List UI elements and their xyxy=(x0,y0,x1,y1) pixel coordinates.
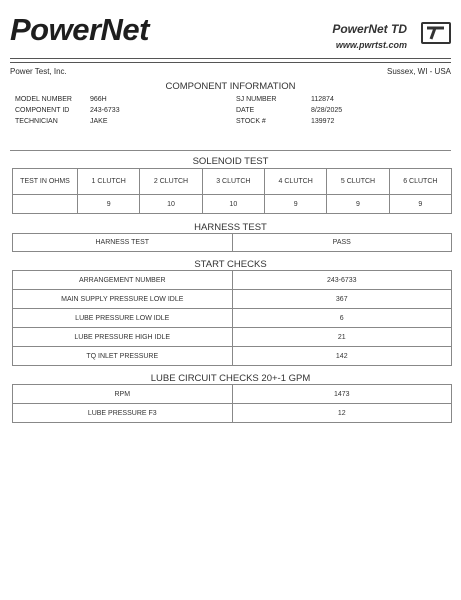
start-checks-title: START CHECKS xyxy=(194,259,267,270)
main-supply-pressure-label: MAIN SUPPLY PRESSURE LOW IDLE xyxy=(13,290,233,309)
harness-test-value: PASS xyxy=(232,234,452,252)
td-logo-icon xyxy=(421,22,451,44)
brand-name: PowerNet TD xyxy=(332,22,407,36)
start-checks-table xyxy=(12,270,452,366)
technician-value: JAKE xyxy=(90,118,108,125)
harness-test-title: HARNESS TEST xyxy=(194,222,267,233)
clutch-4-value: 9 xyxy=(264,195,326,214)
clutch-3-value: 10 xyxy=(202,195,264,214)
section-divider xyxy=(10,150,451,151)
harness-test-table xyxy=(12,233,452,252)
header-rule-top xyxy=(10,58,451,59)
website: www.pwrtst.com xyxy=(335,40,407,50)
stock-value: 139972 xyxy=(311,118,335,125)
technician-label: TECHNICIAN xyxy=(15,118,58,125)
brand-block xyxy=(332,22,407,50)
lube-pressure-f3-label: LUBE PRESSURE F3 xyxy=(13,404,233,423)
sj-number-value: 112874 xyxy=(311,96,334,103)
clutch-3-header: 3 CLUTCH xyxy=(202,169,264,195)
clutch-5-value: 9 xyxy=(327,195,389,214)
date-value: 8/28/2025 xyxy=(311,107,343,114)
test-in-ohms-empty-cell xyxy=(13,195,78,214)
rpm-value: 1473 xyxy=(232,385,452,404)
clutch-1-header: 1 CLUTCH xyxy=(78,169,140,195)
arrangement-number-value: 243-6733 xyxy=(232,271,452,290)
clutch-6-header: 6 CLUTCH xyxy=(389,169,451,195)
model-number-label: MODEL NUMBER xyxy=(15,96,72,103)
date-label: DATE xyxy=(236,107,255,114)
component-info-title: COMPONENT INFORMATION xyxy=(165,81,296,92)
lube-circuit-title: LUBE CIRCUIT CHECKS 20+-1 GPM xyxy=(150,373,311,384)
lube-pressure-low-idle-value: 6 xyxy=(232,309,452,328)
sj-number-label: SJ NUMBER xyxy=(236,96,277,103)
td-logo-glyph-icon xyxy=(423,24,449,42)
model-number-value: 966H xyxy=(90,96,107,103)
harness-test-label: HARNESS TEST xyxy=(13,234,233,252)
solenoid-header-row xyxy=(13,169,452,195)
start-check-row xyxy=(13,290,452,309)
test-in-ohms-header: TEST IN OHMS xyxy=(13,169,78,195)
clutch-6-value: 9 xyxy=(389,195,451,214)
arrangement-number-label: ARRANGEMENT NUMBER xyxy=(13,271,233,290)
tq-inlet-pressure-label: TQ INLET PRESSURE xyxy=(13,347,233,366)
company-name: Power Test, Inc. xyxy=(10,67,67,76)
header-rule-bottom xyxy=(10,62,451,63)
start-check-row xyxy=(13,347,452,366)
lube-pressure-high-idle-value: 21 xyxy=(232,328,452,347)
lube-pressure-low-idle-label: LUBE PRESSURE LOW IDLE xyxy=(13,309,233,328)
start-check-row xyxy=(13,328,452,347)
solenoid-values-row xyxy=(13,195,452,214)
stock-label: STOCK # xyxy=(236,118,266,125)
lube-circuit-row xyxy=(13,404,452,423)
lube-circuit-table xyxy=(12,384,452,423)
rpm-label: RPM xyxy=(13,385,233,404)
solenoid-test-table xyxy=(12,168,452,214)
component-info-right xyxy=(236,94,342,127)
clutch-2-value: 10 xyxy=(140,195,202,214)
clutch-2-header: 2 CLUTCH xyxy=(140,169,202,195)
component-id-value: 243-6733 xyxy=(90,107,120,114)
powernet-logo: PowerNet xyxy=(10,12,149,47)
main-supply-pressure-value: 367 xyxy=(232,290,452,309)
lube-pressure-f3-value: 12 xyxy=(232,404,452,423)
clutch-1-value: 9 xyxy=(78,195,140,214)
clutch-4-header: 4 CLUTCH xyxy=(264,169,326,195)
solenoid-test-title: SOLENOID TEST xyxy=(192,156,269,167)
company-location: Sussex, WI - USA xyxy=(386,67,451,76)
start-check-row xyxy=(13,271,452,290)
harness-test-row xyxy=(13,234,452,252)
tq-inlet-pressure-value: 142 xyxy=(232,347,452,366)
lube-pressure-high-idle-label: LUBE PRESSURE HIGH IDLE xyxy=(13,328,233,347)
clutch-5-header: 5 CLUTCH xyxy=(327,169,389,195)
lube-circuit-row xyxy=(13,385,452,404)
start-check-row xyxy=(13,309,452,328)
component-info-left xyxy=(15,94,120,127)
component-id-label: COMPONENT ID xyxy=(15,107,70,114)
